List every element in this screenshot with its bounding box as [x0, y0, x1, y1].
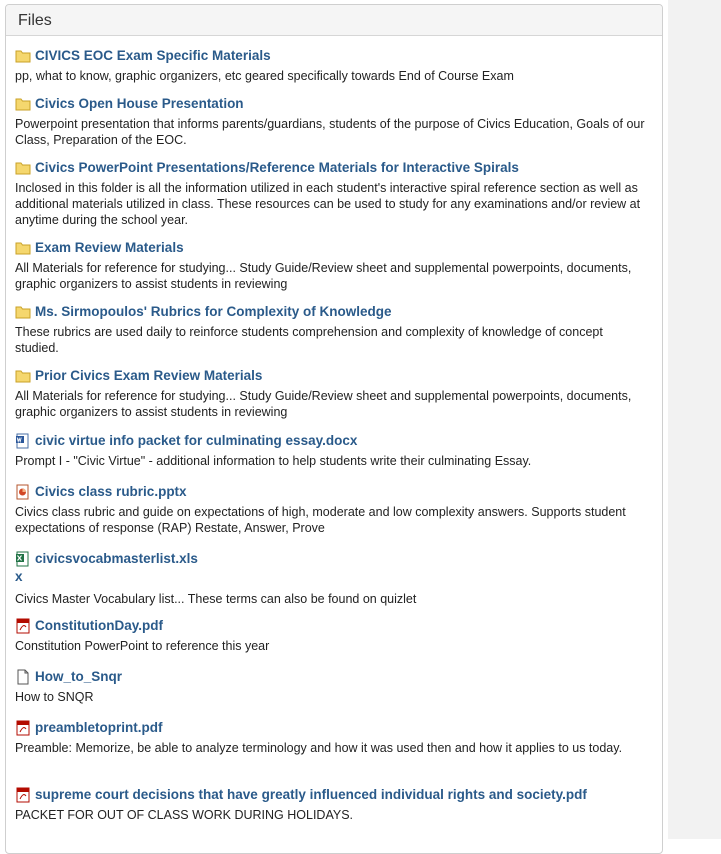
- file-item: [15, 719, 645, 756]
- file-item: [15, 786, 645, 823]
- file-item: [15, 159, 645, 228]
- file-link[interactable]: How_to_Snqr: [35, 669, 123, 684]
- file-description: Civics class rubric and guide on expectations of high, moderate and low complexity answers. Supports student expectations of response (RAP) Restate, Answer, Prove: [15, 505, 626, 535]
- file-item: [15, 367, 645, 420]
- file-item: [15, 668, 645, 705]
- file-description: pp, what to know, graphic organizers, etc geared specifically towards End of Course Exam: [15, 69, 514, 83]
- folder-icon: [15, 96, 31, 112]
- file-description: All Materials for reference for studying... Study Guide/Review sheet and supplemental powerpoints, documents, graphic organizers to assist students in reviewing: [15, 261, 632, 291]
- file-item: [15, 432, 645, 469]
- file-item: [15, 550, 645, 607]
- pdf-icon: [15, 787, 31, 803]
- file-description: Prompt I - "Civic Virtue" - additional information to help students write their culminating Essay.: [15, 454, 532, 468]
- page-background-strip: [668, 0, 721, 839]
- file-description: Preamble: Memorize, be able to analyze terminology and how it was used then and how it applies to us today.: [15, 741, 623, 755]
- file-link[interactable]: Exam Review Materials: [35, 240, 184, 255]
- file-description: Constitution PowerPoint to reference this year: [15, 639, 270, 653]
- file-item: [15, 617, 645, 654]
- file-item: [15, 239, 645, 292]
- pdf-icon: [15, 720, 31, 736]
- folder-icon: [15, 48, 31, 64]
- file-description: These rubrics are used daily to reinforce students comprehension and complexity of knowledge of concept studied.: [15, 325, 603, 355]
- file-link[interactable]: Prior Civics Exam Review Materials: [35, 368, 263, 383]
- file-description: Powerpoint presentation that informs parents/guardians, students of the purpose of Civics Education, Goals of our Class, Preparation of the EOC.: [15, 117, 645, 147]
- file-description: Inclosed in this folder is all the information utilized in each student's interactive spiral reference section as well as additional materials utilized in class. These resources can be used to study for any examinations and/or review at anytime during the school year.: [15, 181, 641, 227]
- file-link-wrap[interactable]: x: [15, 569, 23, 584]
- file-link[interactable]: CIVICS EOC Exam Specific Materials: [35, 48, 271, 63]
- panel-title: Files: [18, 12, 52, 29]
- file-link[interactable]: Ms. Sirmopoulos' Rubrics for Complexity of Knowledge: [35, 304, 392, 319]
- file-link[interactable]: preambletoprint.pdf: [35, 720, 163, 735]
- blank-file-icon: [15, 669, 31, 685]
- excel-icon: [15, 551, 31, 567]
- file-description: How to SNQR: [15, 690, 94, 704]
- file-item: [15, 303, 645, 356]
- file-link[interactable]: Civics PowerPoint Presentations/Reference Materials for Interactive Spirals: [35, 160, 519, 175]
- file-description: Civics Master Vocabulary list... These terms can also be found on quizlet: [15, 592, 417, 606]
- file-item: [15, 483, 645, 536]
- powerpoint-icon: [15, 484, 31, 500]
- file-item: [15, 47, 645, 84]
- file-link[interactable]: civicsvocabmasterlist.xls: [35, 551, 198, 566]
- file-link[interactable]: Civics Open House Presentation: [35, 96, 244, 111]
- folder-icon: [15, 368, 31, 384]
- folder-icon: [15, 160, 31, 176]
- folder-icon: [15, 304, 31, 320]
- file-link[interactable]: civic virtue info packet for culminating essay.docx: [35, 433, 358, 448]
- file-link[interactable]: ConstitutionDay.pdf: [35, 618, 163, 633]
- file-description: All Materials for reference for studying... Study Guide/Review sheet and supplemental powerpoints, documents, graphic organizers to assist students in reviewing: [15, 389, 632, 419]
- pdf-icon: [15, 618, 31, 634]
- file-link[interactable]: supreme court decisions that have greatly influenced individual rights and society.pdf: [35, 787, 587, 802]
- word-doc-icon: [15, 433, 31, 449]
- folder-icon: [15, 240, 31, 256]
- file-description: PACKET FOR OUT OF CLASS WORK DURING HOLIDAYS.: [15, 808, 354, 822]
- file-link[interactable]: Civics class rubric.pptx: [35, 484, 187, 499]
- panel-header: [6, 5, 662, 36]
- file-item: [15, 95, 645, 148]
